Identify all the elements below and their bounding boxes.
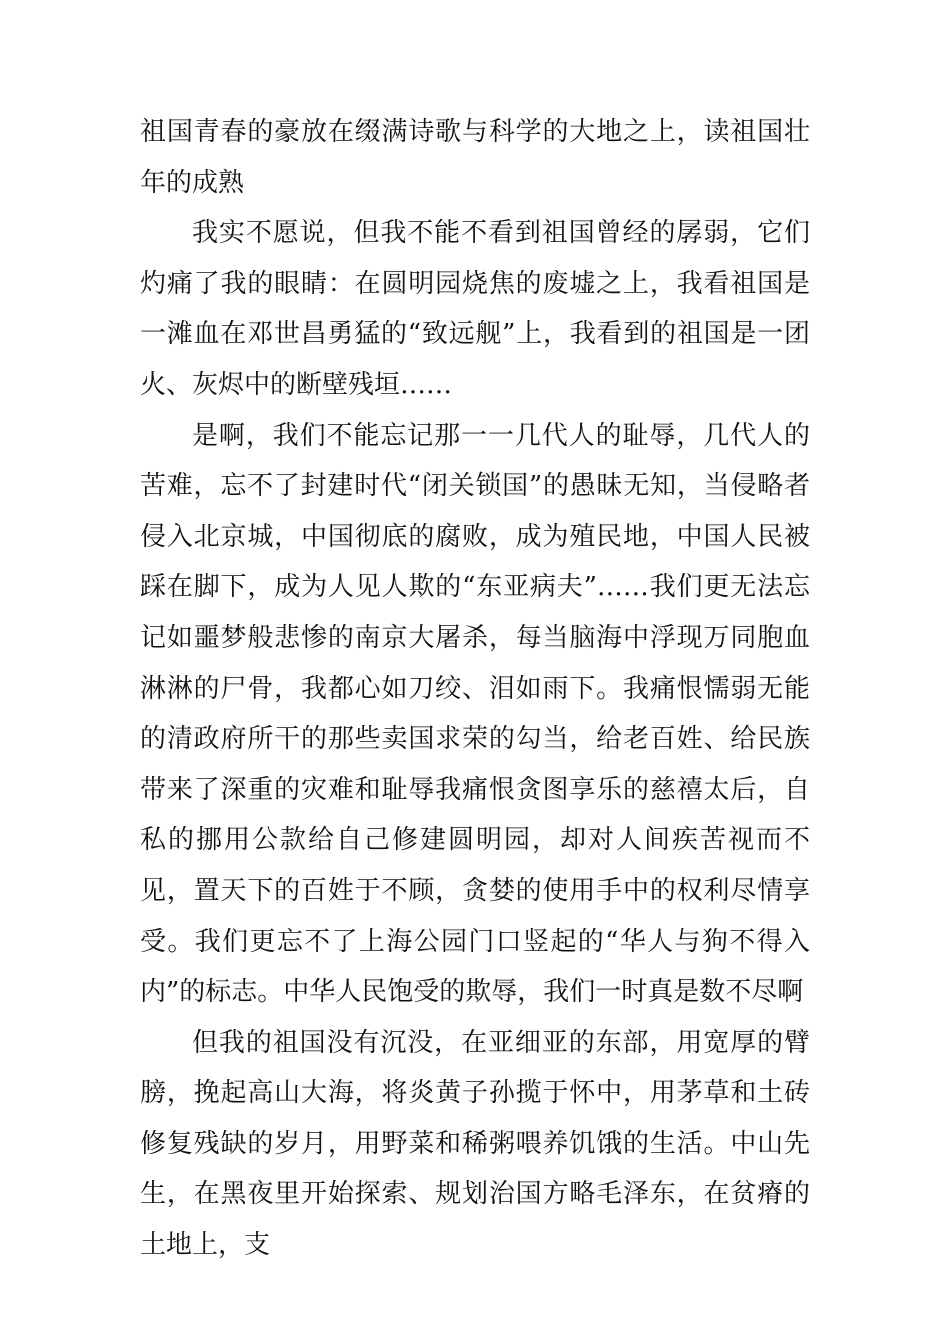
paragraph-3: 是啊，我们不能忘记那一一几代人的耻辱，几代人的苦难，忘不了封建时代“闭关锁国”的愚昧无知，当侵略者侵入北京城，中国彻底的腐败，成为殖民地，中国人民被踩在脚下，成为人见人欺的“东亚病夫”……我们更无法忘记如噩梦般悲惨的南京大屠杀，每当脑海中浮现万同胞血淋淋的尸骨，我都心如刀绞、泪如雨下。我痛恨懦弱无能的清政府所干的那些卖国求荣的勾当，给老百姓、给民族带来了深重的灾难和耻辱我痛恨贪图享乐的慈禧太后，自私的挪用公款给自己修建圆明园，却对人间疾苦视而不见，置天下的百姓于不顾，贪婪的使用手中的权利尽情享受。我们更忘不了上海公园门口竖起的“华人与狗不得入内”的标志。中华人民饱受的欺辱，我们一时真是数不尽啊 [140, 420, 810, 1008]
document-body [140, 107, 810, 1271]
paragraph-1: 祖国青春的豪放在缀满诗歌与科学的大地之上，读祖国壮年的成熟 [140, 117, 810, 198]
paragraph-2: 我实不愿说，但我不能不看到祖国曾经的孱弱，它们灼痛了我的眼睛：在圆明园烧焦的废墟之上，我看祖国是一滩血在邓世昌勇猛的“致远舰”上，我看到的祖国是一团火、灰烬中的断壁残垣…… [140, 218, 810, 400]
paragraph-4: 但我的祖国没有沉没，在亚细亚的东部，用宽厚的臂膀，挽起高山大海，将炎黄子孙揽于怀中，用茅草和土砖修复残缺的岁月，用野菜和稀粥喂养饥饿的生活。中山先生，在黑夜里开始探索、规划治国方略毛泽东，在贫瘠的土地上，支 [140, 1027, 810, 1261]
